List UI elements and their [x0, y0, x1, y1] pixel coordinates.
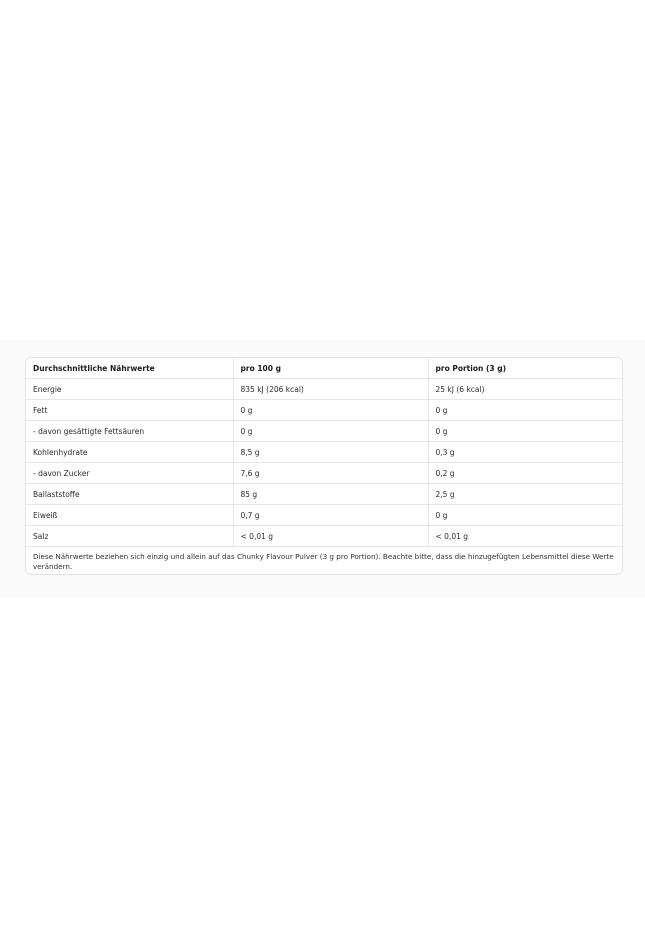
value-per-100g: 8,5 g	[233, 442, 428, 463]
value-per-100g: 0 g	[233, 400, 428, 421]
value-per-portion: 0,3 g	[428, 442, 622, 463]
nutrient-name: Energie	[26, 379, 233, 400]
value-per-portion: 0 g	[428, 400, 622, 421]
table-row	[26, 442, 622, 463]
header-per-100g: pro 100 g	[233, 358, 428, 379]
header-nutrient: Durchschnittliche Nährwerte	[26, 358, 233, 379]
header-per-portion: pro Portion (3 g)	[428, 358, 622, 379]
value-per-portion: 2,5 g	[428, 484, 622, 505]
table-footnote-row	[26, 547, 622, 576]
value-per-100g: 0 g	[233, 421, 428, 442]
table-row	[26, 421, 622, 442]
table-row	[26, 526, 622, 547]
value-per-100g: < 0,01 g	[233, 526, 428, 547]
nutrient-name: - davon Zucker	[26, 463, 233, 484]
nutrient-name: Fett	[26, 400, 233, 421]
nutrient-name: - davon gesättigte Fettsäuren	[26, 421, 233, 442]
value-per-100g: 7,6 g	[233, 463, 428, 484]
nutrient-name: Eiweiß	[26, 505, 233, 526]
value-per-portion: 25 kJ (6 kcal)	[428, 379, 622, 400]
nutrition-table	[26, 358, 622, 575]
value-per-portion: 0,2 g	[428, 463, 622, 484]
table-row	[26, 463, 622, 484]
value-per-100g: 85 g	[233, 484, 428, 505]
table-row	[26, 400, 622, 421]
table-header-row	[26, 358, 622, 379]
table-row	[26, 484, 622, 505]
nutrient-name: Ballaststoffe	[26, 484, 233, 505]
nutrient-name: Salz	[26, 526, 233, 547]
nutrient-name: Kohlenhydrate	[26, 442, 233, 463]
nutrition-table-card	[25, 357, 623, 575]
value-per-100g: 0,7 g	[233, 505, 428, 526]
table-row	[26, 379, 622, 400]
value-per-portion: 0 g	[428, 421, 622, 442]
table-footnote: Diese Nährwerte beziehen sich einzig und allein auf das Chunky Flavour Pulver (3 g pro Portion). Beachte bitte, dass die hinzugefügten Lebensmittel diese Werte verändern.	[33, 552, 614, 571]
table-row	[26, 505, 622, 526]
value-per-portion: 0 g	[428, 505, 622, 526]
value-per-portion: < 0,01 g	[428, 526, 622, 547]
value-per-100g: 835 kJ (206 kcal)	[233, 379, 428, 400]
